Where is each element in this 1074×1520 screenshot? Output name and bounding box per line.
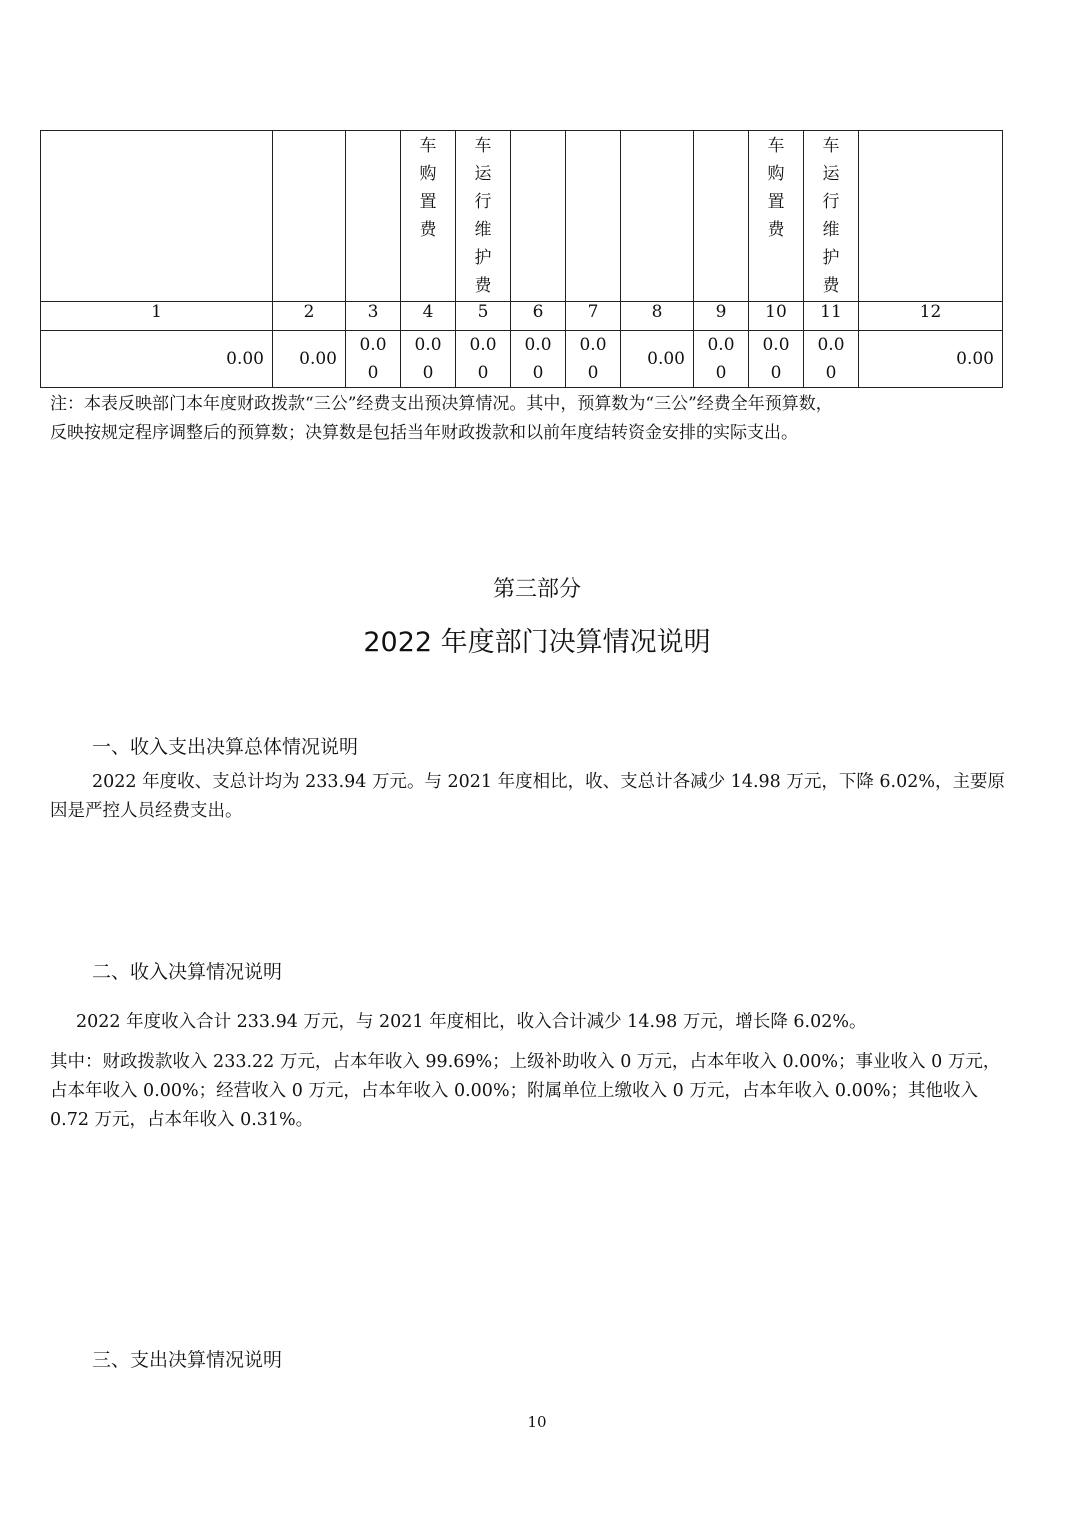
value-part: 0 (587, 363, 599, 383)
section-paragraph: 其中：财政拨款收入 233.22 万元，占本年收入 99.69%；上级补助收入 0 万元，占本年收入 0.00%；事业收入 0 万元，占本年收入 0.00%；经营收入 0 万元，占本年收入 0.00%；附属单位上缴收入 0 万元，占本年收入 0.00%；其他收入 0.72 万元，占本年收入 0.31%。 (50, 1052, 1001, 1130)
value-cell (456, 331, 511, 388)
value-part: 0.0 (414, 335, 442, 355)
header-cell (346, 131, 401, 302)
header-char: 行 (474, 192, 492, 212)
header-cell-vehicle-purchase (749, 131, 804, 302)
header-cell (859, 131, 1003, 302)
part-heading: 第三部分 (492, 577, 581, 602)
value-part: 0.0 (359, 335, 387, 355)
value-part: 0 (422, 363, 434, 383)
header-char: 费 (822, 276, 840, 296)
value-row (41, 331, 1003, 388)
value-part: 0 (477, 363, 489, 383)
column-number: 6 (511, 302, 566, 331)
header-char: 维 (474, 220, 492, 240)
header-char: 维 (822, 220, 840, 240)
header-char: 费 (767, 220, 785, 240)
table-header-row (41, 131, 1003, 302)
section-heading: 三、支出决算情况说明 (92, 1349, 283, 1371)
value-cell: 0.00 (859, 331, 1003, 388)
three-public-expenses-table (40, 130, 1003, 388)
column-number: 9 (694, 302, 749, 331)
section-heading: 二、收入决算情况说明 (92, 961, 283, 983)
header-char: 车 (474, 136, 492, 156)
value-part: 0 (825, 363, 837, 383)
column-number: 11 (804, 302, 859, 331)
header-char: 费 (474, 276, 492, 296)
header-char: 运 (822, 164, 840, 184)
column-number: 7 (566, 302, 621, 331)
value-part: 0 (715, 363, 727, 383)
value-cell (401, 331, 456, 388)
value-part: 0.0 (817, 335, 845, 355)
value-cell: 0.00 (273, 331, 346, 388)
column-number: 1 (41, 302, 273, 331)
header-char: 运 (474, 164, 492, 184)
value-part: 0.0 (579, 335, 607, 355)
value-part: 0 (367, 363, 379, 383)
value-cell (346, 331, 401, 388)
section-paragraph: 2022 年度收入合计 233.94 万元，与 2021 年度相比，收入合计减少 14.98 万元，增长降 6.02%。 (76, 1012, 867, 1032)
column-number: 3 (346, 302, 401, 331)
value-cell (804, 331, 859, 388)
header-cell (511, 131, 566, 302)
column-number: 5 (456, 302, 511, 331)
value-cell (694, 331, 749, 388)
column-number: 4 (401, 302, 456, 331)
header-char: 护 (474, 248, 492, 268)
header-char: 车 (767, 136, 785, 156)
header-char: 车 (419, 136, 437, 156)
value-part: 0 (532, 363, 544, 383)
header-cell-vehicle-operation (804, 131, 859, 302)
column-number: 2 (273, 302, 346, 331)
table-note-line: 注：本表反映部门本年度财政拨款“三公”经费支出预决算情况。其中，预算数为“三公”经费全年预算数， (50, 394, 833, 414)
header-cell-vehicle-operation (456, 131, 511, 302)
header-char: 车 (822, 136, 840, 156)
value-cell (749, 331, 804, 388)
header-char: 购 (419, 164, 437, 184)
header-char: 购 (767, 164, 785, 184)
value-part: 0.0 (524, 335, 552, 355)
header-cell (273, 131, 346, 302)
value-cell (511, 331, 566, 388)
header-cell (621, 131, 694, 302)
header-char: 置 (767, 192, 785, 212)
section-heading: 一、收入支出决算总体情况说明 (92, 736, 359, 758)
header-char: 行 (822, 192, 840, 212)
section-paragraph: 2022 年度收、支总计均为 233.94 万元。与 2021 年度相比，收、支总计各减少 14.98 万元，下降 6.02%，主要原因是严控人员经费支出。 (50, 772, 1005, 821)
value-cell (566, 331, 621, 388)
header-cell-vehicle-purchase (401, 131, 456, 302)
column-number-row (41, 302, 1003, 331)
value-cell: 0.00 (41, 331, 273, 388)
column-number: 10 (749, 302, 804, 331)
column-number: 8 (621, 302, 694, 331)
table-note (50, 390, 1010, 448)
value-part: 0 (770, 363, 782, 383)
value-part: 0.0 (469, 335, 497, 355)
header-cell (566, 131, 621, 302)
column-number: 12 (859, 302, 1003, 331)
header-cell (694, 131, 749, 302)
header-char: 费 (419, 220, 437, 240)
value-cell: 0.00 (621, 331, 694, 388)
page-number: 10 (527, 1413, 547, 1431)
header-char: 置 (419, 192, 437, 212)
value-part: 0.0 (762, 335, 790, 355)
page-title: 2022 年度部门决算情况说明 (363, 627, 711, 658)
table-note-line: 反映按规定程序调整后的预算数；决算数是包括当年财政拨款和以前年度结转资金安排的实际支出。 (50, 423, 798, 443)
value-part: 0.0 (707, 335, 735, 355)
header-cell (41, 131, 273, 302)
header-char: 护 (822, 248, 840, 268)
